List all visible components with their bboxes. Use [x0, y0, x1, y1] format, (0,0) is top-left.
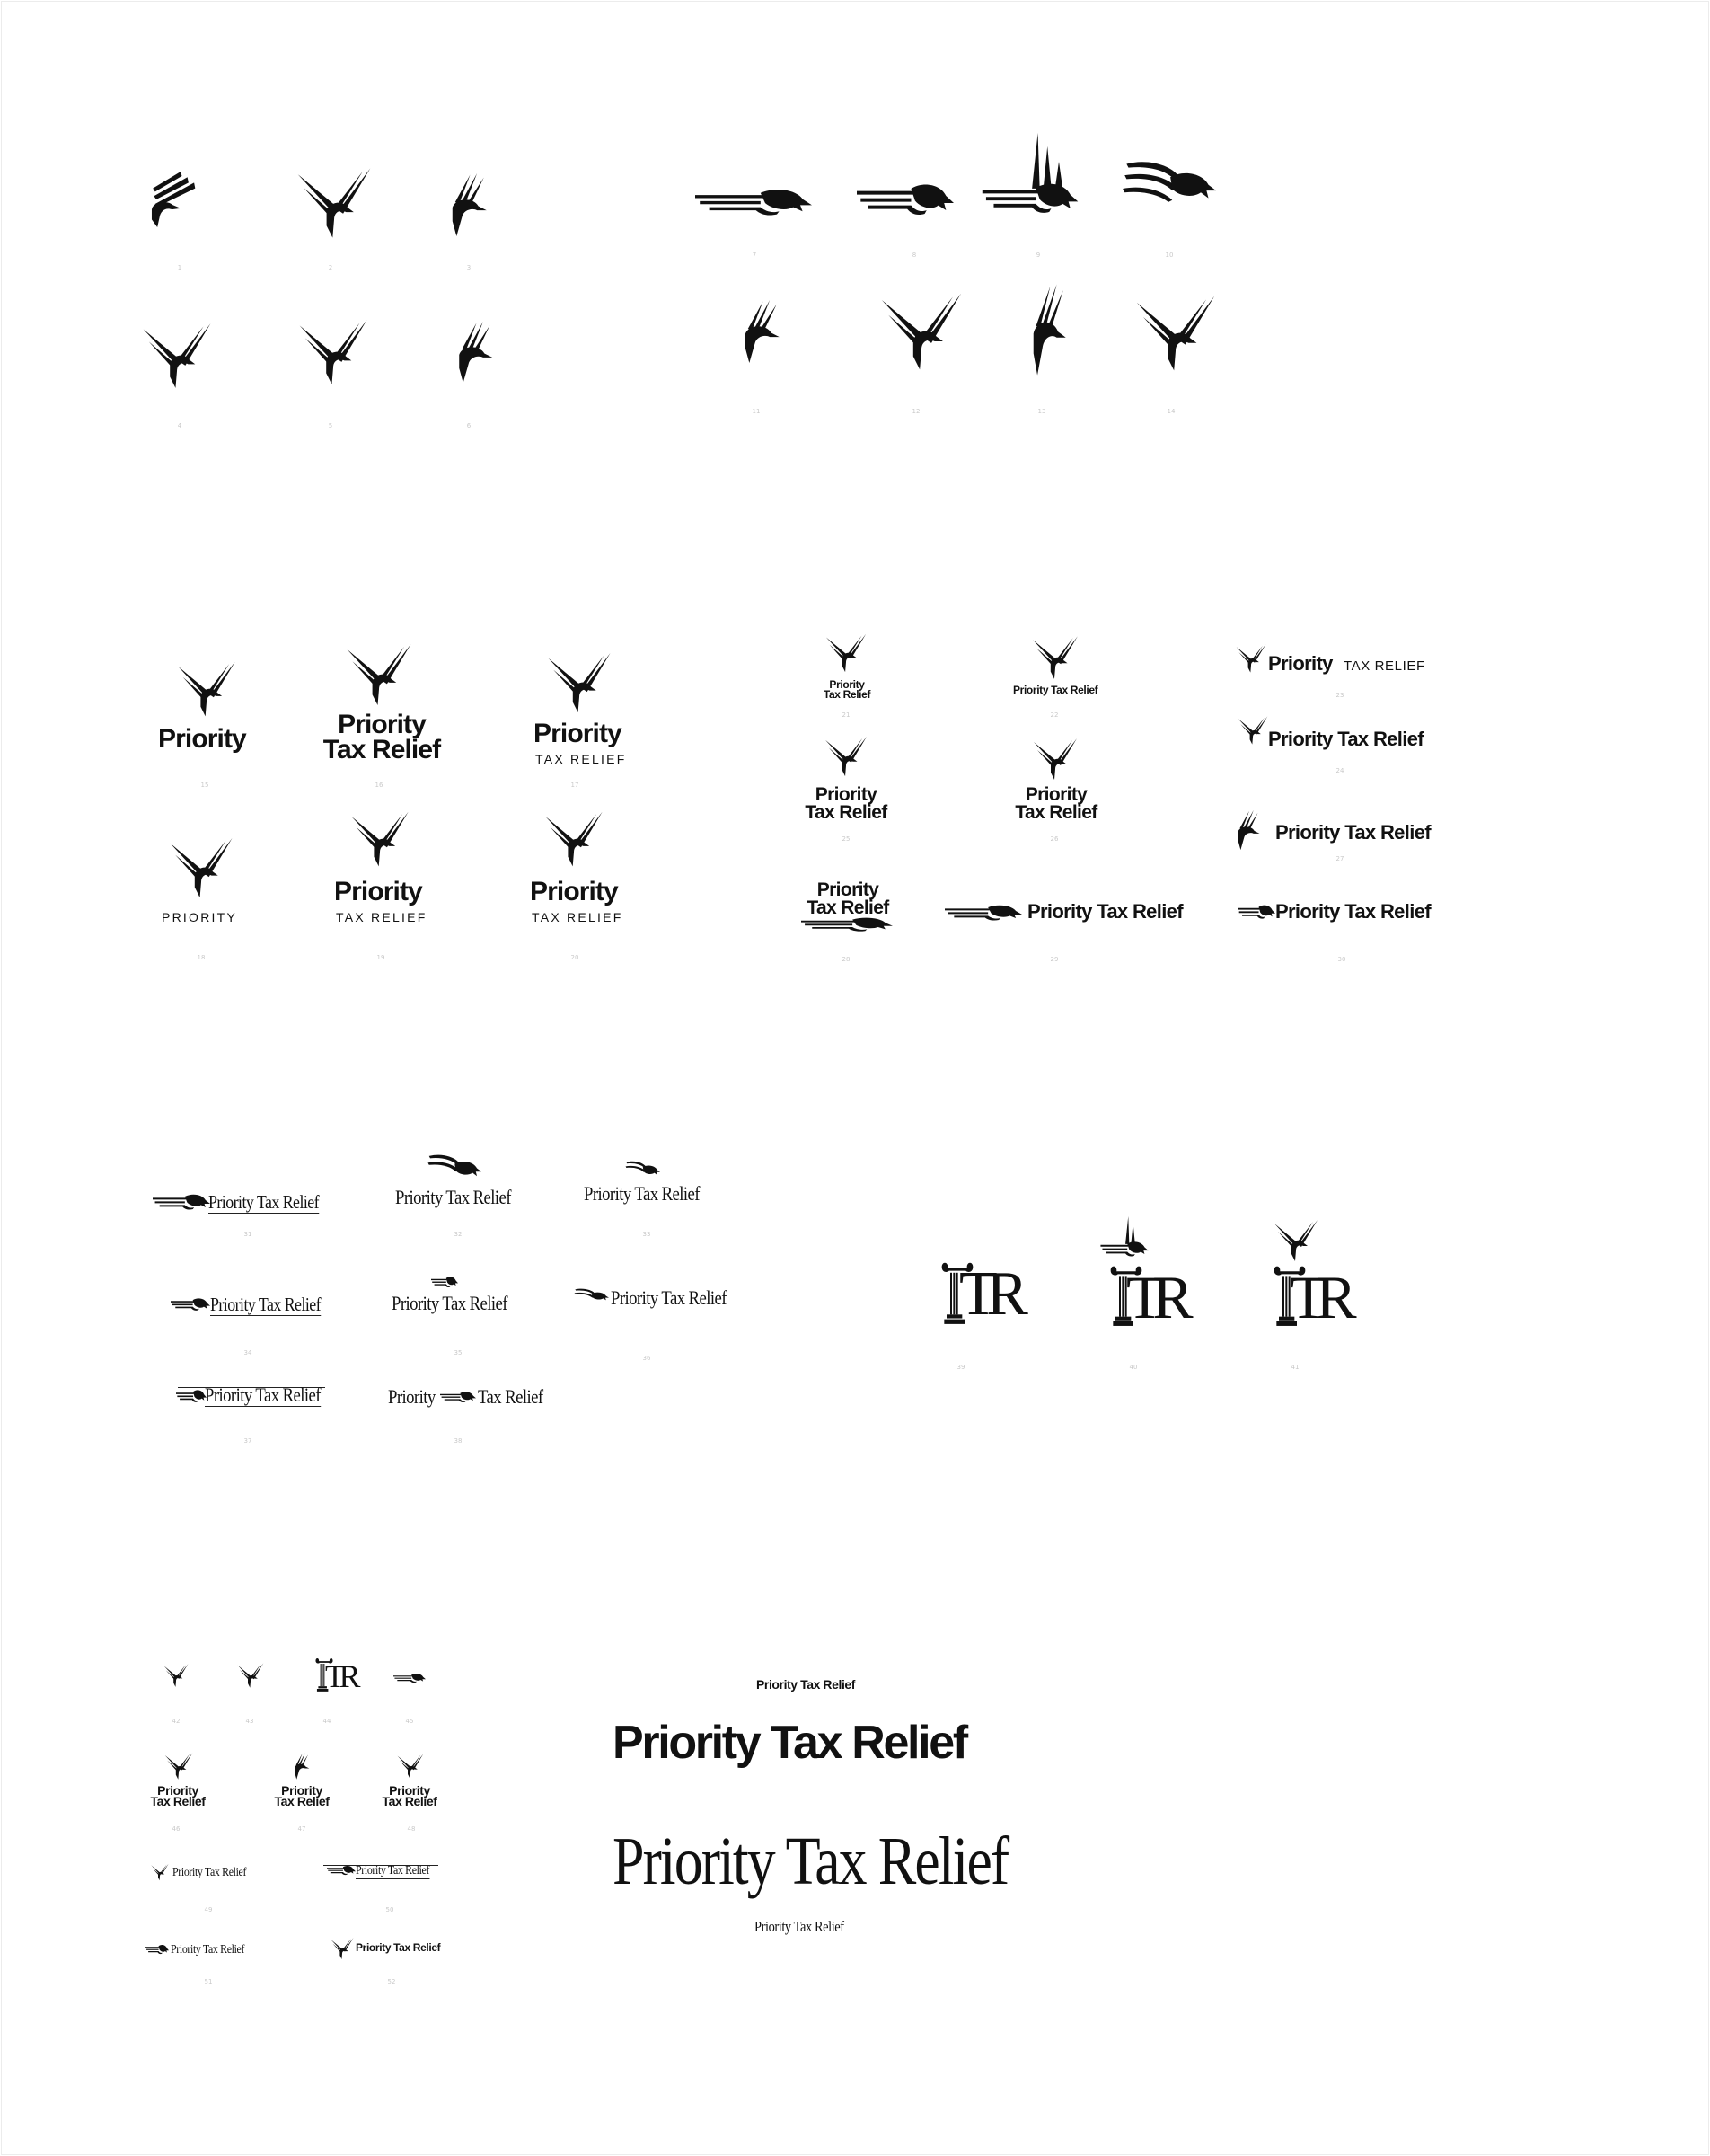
- label-36: 36: [642, 1355, 651, 1362]
- label-52: 52: [387, 1978, 396, 1985]
- wordmark-22: Priority Tax Relief: [1013, 684, 1098, 696]
- eagle-v-icon-4: [142, 318, 212, 393]
- label-37: 37: [243, 1437, 252, 1445]
- eagle-v-icon-12: [880, 287, 963, 376]
- label-6: 6: [466, 422, 472, 429]
- eagle-head-icon-7: [695, 187, 812, 217]
- label-13: 13: [1037, 408, 1046, 415]
- label-22: 22: [1050, 711, 1059, 719]
- eagle-head-icon-9: [981, 133, 1080, 219]
- eagle-v-icon-49: [151, 1863, 169, 1881]
- wordmark-26-line1: Priority: [1025, 784, 1088, 805]
- eagle-head-icon-37: [176, 1389, 207, 1403]
- label-4: 4: [177, 422, 182, 429]
- wordmark-38-part1: Priority: [388, 1385, 436, 1408]
- wordmark-49: Priority Tax Relief: [172, 1866, 247, 1879]
- eagle-v-icon-18: [169, 834, 234, 902]
- label-14: 14: [1167, 408, 1176, 415]
- wordmark-37: Priority Tax Relief: [205, 1383, 321, 1406]
- eagle-v-icon-43: [237, 1662, 264, 1689]
- eagle-head-icon-33: [623, 1161, 661, 1182]
- wordmark-46-line2: Tax Relief: [150, 1794, 206, 1808]
- eagle-v-icon-41: [1274, 1218, 1318, 1263]
- wordmark-20-line2: TAX RELIEF: [532, 910, 623, 924]
- wordmark-25-line1: Priority: [815, 784, 877, 805]
- wordmark-24: Priority Tax Relief: [1268, 728, 1424, 750]
- label-32: 32: [454, 1231, 463, 1238]
- eagle-head-icon-29: [945, 904, 1022, 922]
- eagle-side-icon-13: [1017, 280, 1081, 379]
- eagle-side-icon-3: [435, 165, 503, 244]
- wordmark-51: Priority Tax Relief: [171, 1943, 245, 1957]
- eagle-v-icon-2: [296, 162, 372, 244]
- wordmark-20-line1: Priority: [530, 877, 618, 906]
- eagle-v-icon-26: [1031, 737, 1080, 782]
- eagle-side-icon-47: [286, 1752, 318, 1780]
- type-sample-sans-small: Priority Tax Relief: [756, 1677, 856, 1692]
- eagle-head-icon-31: [153, 1193, 210, 1211]
- label-51: 51: [204, 1978, 213, 1985]
- type-sample-serif-large: Priority Tax Relief: [613, 1824, 1009, 1899]
- eagle-v-icon-23: [1236, 641, 1266, 676]
- label-24: 24: [1335, 767, 1344, 774]
- artboard: [1, 1, 1709, 2155]
- label-2: 2: [328, 264, 333, 271]
- eagle-side-icon-6: [442, 313, 508, 392]
- eagle-v-icon-5: [298, 314, 368, 390]
- wordmark-35: Priority Tax Relief: [392, 1292, 507, 1314]
- eagle-v-icon-20: [544, 808, 604, 870]
- label-5: 5: [328, 422, 333, 429]
- monogram-39: TR: [959, 1259, 1018, 1329]
- wordmark-19-line2: TAX RELIEF: [336, 910, 428, 924]
- eagle-head-icon-10: [1121, 160, 1216, 217]
- label-8: 8: [912, 252, 917, 259]
- wordmark-15: Priority: [158, 724, 246, 754]
- label-43: 43: [245, 1718, 254, 1725]
- label-49: 49: [204, 1906, 213, 1913]
- wordmark-17-line1: Priority: [533, 719, 621, 748]
- label-48: 48: [407, 1825, 416, 1833]
- label-25: 25: [842, 835, 851, 843]
- eagle-head-icon-38: [440, 1391, 476, 1403]
- label-39: 39: [956, 1364, 965, 1371]
- label-33: 33: [642, 1231, 651, 1238]
- eagle-v-icon-24: [1238, 711, 1268, 749]
- type-sample-serif-small: Priority Tax Relief: [754, 1918, 844, 1935]
- label-23: 23: [1335, 692, 1344, 699]
- eagle-v-icon-48: [397, 1752, 424, 1780]
- label-29: 29: [1050, 956, 1059, 963]
- eagle-v-icon-21: [823, 632, 869, 674]
- wordmark-29: Priority Tax Relief: [1027, 900, 1183, 923]
- eagle-v-icon-46: [163, 1752, 194, 1780]
- label-28: 28: [842, 956, 851, 963]
- label-47: 47: [297, 1825, 306, 1833]
- eagle-v-icon-25: [823, 735, 869, 778]
- label-44: 44: [322, 1718, 331, 1725]
- label-40: 40: [1129, 1364, 1138, 1371]
- eagle-v-icon-14: [1135, 291, 1216, 376]
- label-10: 10: [1165, 252, 1174, 259]
- label-15: 15: [200, 782, 209, 789]
- eagle-head-icon-45: [393, 1673, 426, 1683]
- label-9: 9: [1036, 252, 1041, 259]
- label-50: 50: [385, 1906, 394, 1913]
- wordmark-16-line2: Tax Relief: [322, 735, 441, 764]
- wordmark-27: Priority Tax Relief: [1275, 821, 1431, 844]
- label-20: 20: [570, 954, 579, 961]
- label-41: 41: [1291, 1364, 1300, 1371]
- wordmark-19-line1: Priority: [334, 877, 422, 906]
- eagle-v-icon-15: [172, 659, 241, 719]
- label-30: 30: [1337, 956, 1346, 963]
- wordmark-47-line2: Tax Relief: [274, 1794, 330, 1808]
- eagle-head-icon-32: [426, 1153, 481, 1188]
- wordmark-23-part2: TAX RELIEF: [1344, 658, 1425, 674]
- wordmark-48-line2: Tax Relief: [382, 1794, 437, 1808]
- eagle-head-icon-34: [171, 1297, 210, 1312]
- label-18: 18: [197, 954, 206, 961]
- wordmark-28-line1: Priority: [816, 879, 879, 900]
- wordmark-32: Priority Tax Relief: [395, 1186, 511, 1208]
- label-34: 34: [243, 1349, 252, 1356]
- eagle-v-icon-52: [331, 1935, 354, 1962]
- eagle-v-icon-42: [163, 1662, 189, 1689]
- wordmark-21-line2: Tax Relief: [823, 688, 871, 701]
- type-sample-sans-large: Priority Tax Relief: [613, 1717, 966, 1769]
- label-42: 42: [172, 1718, 181, 1725]
- eagle-v-icon-16: [345, 641, 413, 708]
- eagle-head-icon-51: [145, 1944, 169, 1955]
- wordmark-23-part1: Priority: [1268, 652, 1333, 675]
- eagle-v-icon-22: [1031, 634, 1080, 681]
- label-38: 38: [454, 1437, 463, 1445]
- eagle-v-icon-17: [544, 650, 614, 715]
- label-7: 7: [752, 252, 757, 259]
- eagle-icon-1: [147, 158, 203, 241]
- label-35: 35: [454, 1349, 463, 1356]
- eagle-side-icon-11: [727, 287, 796, 376]
- label-12: 12: [912, 408, 921, 415]
- eagle-head-icon-50: [327, 1865, 356, 1876]
- label-19: 19: [376, 954, 385, 961]
- wordmark-48-line1: Priority: [389, 1783, 430, 1798]
- label-45: 45: [405, 1718, 414, 1725]
- monogram-40: TR: [1126, 1263, 1183, 1331]
- wordmark-47-line1: Priority: [281, 1783, 322, 1798]
- wordmark-21-line1: Priority: [829, 678, 865, 691]
- wordmark-30: Priority Tax Relief: [1275, 900, 1431, 923]
- label-26: 26: [1050, 835, 1059, 843]
- wordmark-28-line2: Tax Relief: [807, 897, 889, 918]
- label-27: 27: [1335, 855, 1344, 862]
- eagle-head-icon-36: [573, 1288, 609, 1306]
- monogram-41: TR: [1290, 1263, 1346, 1331]
- wordmark-46-line1: Priority: [157, 1783, 198, 1798]
- label-1: 1: [177, 264, 182, 271]
- eagle-head-icon-35: [431, 1276, 458, 1288]
- eagle-head-icon-40: [1097, 1216, 1151, 1259]
- eagle-head-icon-30: [1238, 904, 1275, 920]
- wordmark-34: Priority Tax Relief: [210, 1294, 322, 1315]
- wordmark-16-line1: Priority: [338, 710, 426, 739]
- wordmark-31: Priority Tax Relief: [208, 1191, 320, 1213]
- wordmark-18: PRIORITY: [162, 910, 238, 924]
- eagle-head-icon-28: [801, 916, 893, 932]
- wordmark-50: Priority Tax Relief: [356, 1864, 430, 1878]
- monogram-44: TR: [325, 1658, 356, 1694]
- label-3: 3: [466, 264, 472, 271]
- wordmark-52: Priority Tax Relief: [356, 1941, 441, 1954]
- eagle-side-icon-27: [1227, 807, 1270, 853]
- wordmark-25-line2: Tax Relief: [805, 802, 887, 823]
- label-46: 46: [172, 1825, 181, 1833]
- label-16: 16: [375, 782, 383, 789]
- label-21: 21: [842, 711, 851, 719]
- eagle-head-icon-8: [857, 181, 954, 217]
- eagle-v-icon-19: [350, 808, 410, 870]
- label-11: 11: [752, 408, 761, 415]
- wordmark-38-part2: Tax Relief: [478, 1385, 543, 1408]
- wordmark-26-line2: Tax Relief: [1015, 802, 1097, 823]
- wordmark-17-line2: TAX RELIEF: [535, 752, 627, 766]
- label-17: 17: [570, 782, 579, 789]
- wordmark-33: Priority Tax Relief: [584, 1182, 700, 1205]
- label-31: 31: [243, 1231, 252, 1238]
- wordmark-36: Priority Tax Relief: [611, 1286, 727, 1309]
